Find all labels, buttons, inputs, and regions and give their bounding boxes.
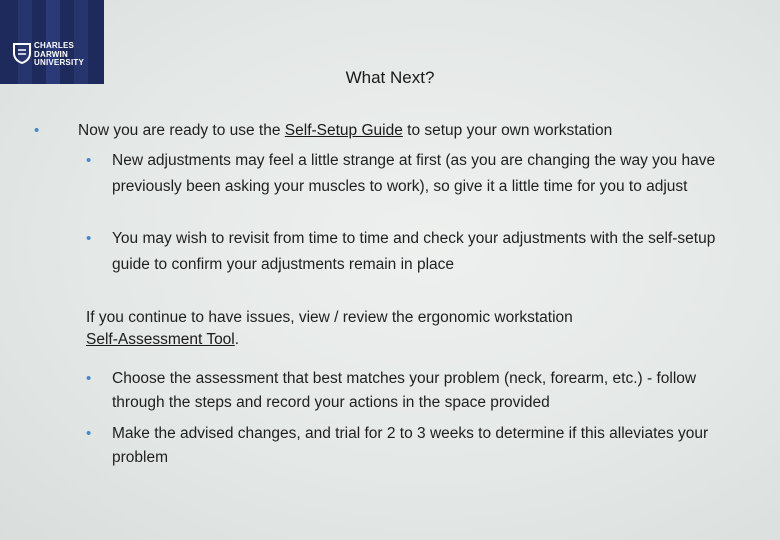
sub-bullet-text: New adjustments may feel a little strange at first (as you are changing the way you have previously been asking your muscles to work), so give it a little time for you to adjust [112,152,716,195]
logo-line: CHARLES [34,41,75,50]
self-assessment-tool-link[interactable]: Self-Assessment Tool [86,331,235,348]
page-title: What Next? [345,68,435,87]
sub-bullet-text: Choose the assessment that best matches your problem (neck, forearm, etc.) - follow through the steps and record your actions in the space provided [112,370,697,411]
shield-logo-icon [12,42,32,64]
sub-bullet-text: Make the advised changes, and trial for 2 to 3 weeks to determine if this alleviates your problem [112,425,709,466]
bullet-dot-icon: • [86,152,92,169]
main-bullet-before: Now you are ready to use the [78,122,285,139]
bullet-dot-icon: • [86,425,92,442]
bullet-dot-icon: • [86,370,92,387]
logo-line: UNIVERSITY [34,58,85,67]
bullet-dot-icon: • [86,230,92,247]
main-bullet-text [78,121,768,141]
follow-up-paragraph [86,307,726,351]
paragraph-text: If you continue to have issues, view / review the ergonomic workstation [86,309,573,326]
main-bullet-after: to setup your own workstation [402,122,613,139]
bullet-dot-icon: • [34,122,40,139]
sub-bullet-text: You may wish to revisit from time to time and check your adjustments with the self-setup guide to confirm your adjustments remain in place [112,230,716,273]
logo-line: DARWIN [34,49,68,59]
self-setup-guide-link[interactable]: Self-Setup Guide [284,122,403,139]
logo-wordmark [34,42,84,68]
paragraph-end: . [234,331,240,348]
